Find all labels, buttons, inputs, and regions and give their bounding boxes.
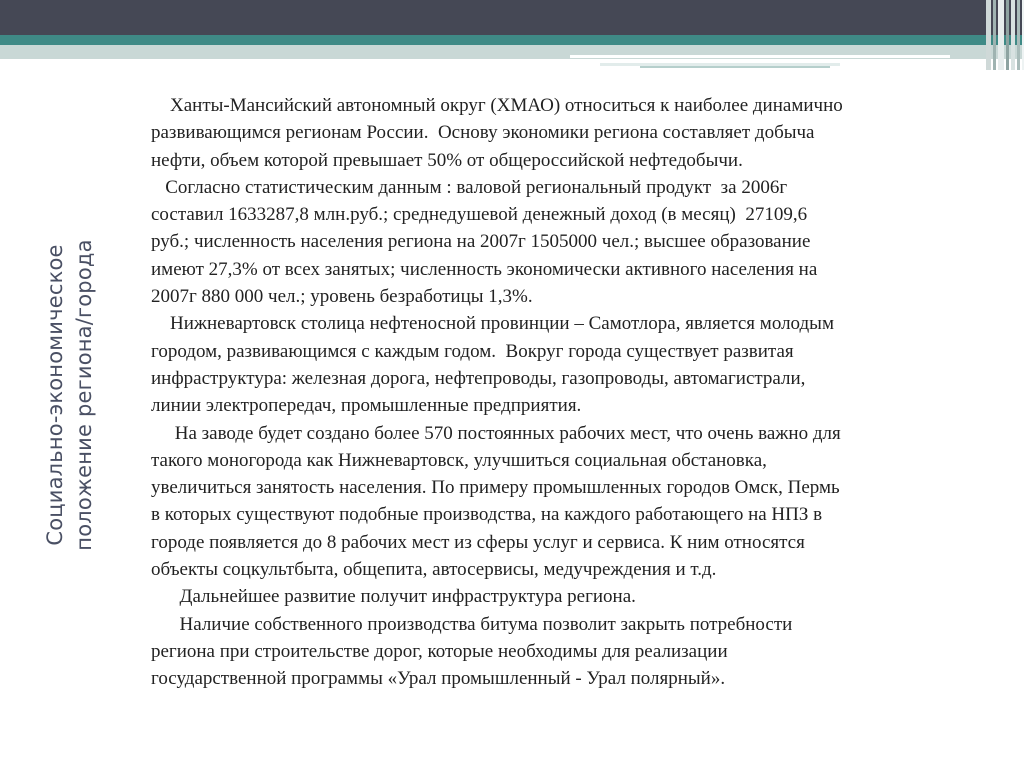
text-line: инфраструктура: железная дорога, нефтепроводы, газопроводы, автомагистрали, [151,367,806,389]
text-line: нефти, объем которой превышает 50% от общероссийской нефтедобычи. [151,149,743,171]
paragraph [151,92,991,174]
text-line: имеют 27,3% от всех занятых; численность экономически активного населения на [151,258,818,280]
header-accent-line [640,66,830,68]
slide-title-line: Социально-экономическое [43,244,67,546]
text-line: государственной программы «Урал промышленный - Урал полярный». [151,668,726,690]
text-line: городом, развивающимся с каждым годом. Вокруг города существует развитая [151,340,794,362]
text-line: городе появляется до 8 рабочих мест из сферы услуг и сервиса. К ним относятся [151,531,805,553]
text-line: Дальнейшее развитие получит инфраструктура региона. [151,586,636,608]
text-line: такого моногорода как Нижневартовск, улучшиться социальная обстановка, [151,449,767,471]
slide-title-line: положение региона/города [72,239,96,551]
text-line: объекты соцкультбыта, общепита, автосервисы, медучреждения и т.д. [151,559,717,581]
text-line: в которых существуют подобные производства, на каждого работающего на НПЗ в [151,504,823,526]
text-line: составил 1633287,8 млн.руб.; среднедушевой денежный доход (в месяц) 27109,6 [151,204,808,226]
text-line: региона при строительстве дорог, которые необходимы для реализации [151,640,728,662]
decorative-stripes [986,0,1024,70]
text-line: 2007г 880 000 чел.; уровень безработицы 1,3%. [151,286,533,308]
text-line: Наличие собственного производства битума позволит закрыть потребности [151,613,793,635]
header-dark-bar [0,0,1024,35]
text-line: развивающимся регионам России. Основу экономики региона составляет добыча [151,122,815,144]
text-line: На заводе будет создано более 570 постоянных рабочих мест, что очень важно для [151,422,841,444]
text-line: Согласно статистическим данным : валовой региональный продукт за 2006г [151,176,788,198]
text-line: увеличиться занятость населения. По примеру промышленных городов Омск, Пермь [151,477,840,499]
paragraph [151,611,991,693]
body-text [151,92,991,693]
header-accent-line [570,55,950,58]
paragraph [151,420,991,584]
paragraph [151,310,991,419]
slide-title [20,200,120,590]
text-line: Нижневартовск столица нефтеносной провинции – Самотлора, является молодым [151,313,834,335]
paragraph [151,583,991,610]
text-line: линии электропередач, промышленные предприятия. [151,395,582,417]
paragraph [151,174,991,310]
text-line: Ханты-Мансийский автономный округ (ХМАО) относиться к наиболее динамично [151,95,843,116]
header-teal-band [0,35,1024,45]
text-line: руб.; численность населения региона на 2007г 1505000 чел.; высшее образование [151,231,811,253]
